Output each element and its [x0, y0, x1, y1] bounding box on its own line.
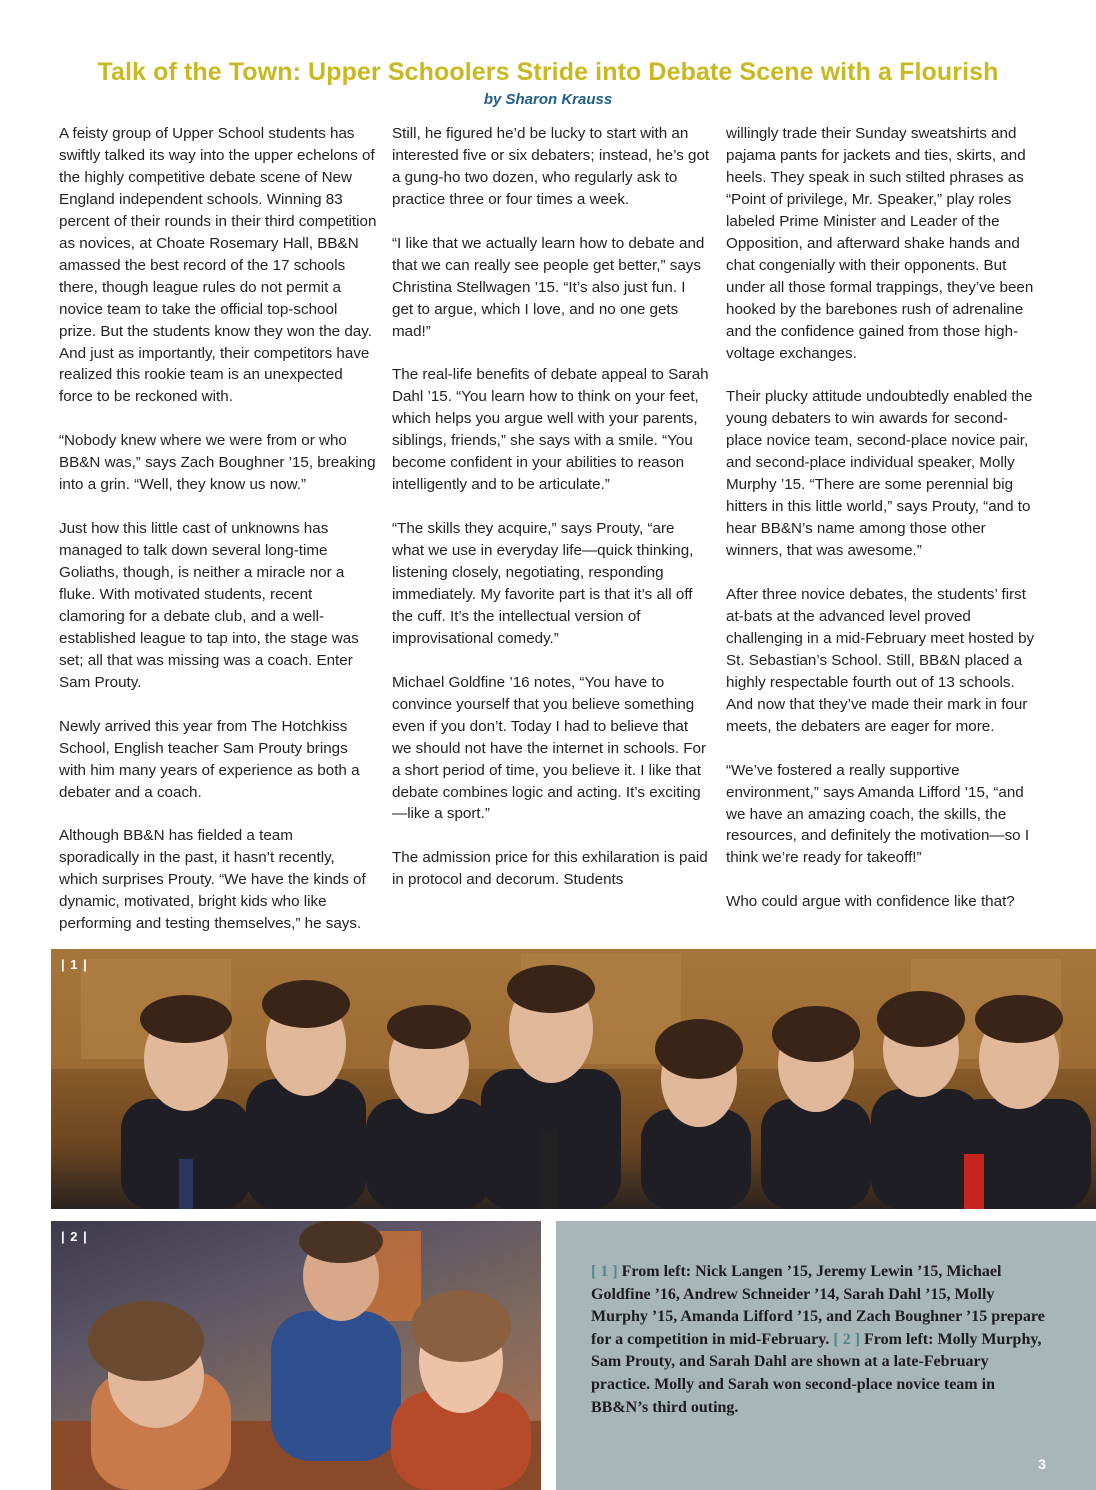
paragraph: Michael Goldfine ’16 notes, “You have to convince yourself that you believe something even if you don’t. Today I had to believe that we should not have the internet in schools. For a short period of time, you believe it. I like that debate combines logic and acting. It’s exciting—like a sport.”: [392, 673, 707, 823]
article-column-3: [726, 123, 1044, 913]
paragraph: After three novice debates, the students’ first at-bats at the advanced level proved challenging in a mid-February meet hosted by St. Sebastian’s School. Still, BB&N placed a highly respectable fourth out of 13 schools. And now that they’ve made their mark in four meets, the debaters are eager for more.: [726, 585, 1035, 735]
article-title: Talk of the Town: Upper Schoolers Stride into Debate Scene with a Flourish: [97, 58, 999, 86]
caption-text-2: From left: Molly Murphy, Sam Prouty, and Sarah Dahl are shown at a late-February practice. Molly and Sarah won second-place novice team in BB&N’s third outing.: [591, 1330, 1042, 1416]
paragraph: “The skills they acquire,” says Prouty, “are what we use in everyday life—quick thinking, listening closely, negotiating, responding immediately. My favorite part is that it’s all off the cuff. It’s the intellectual version of improvisational comedy.”: [392, 520, 694, 647]
paragraph: The admission price for this exhilaration is paid in protocol and decorum. Students: [392, 849, 708, 889]
paragraph: Just how this little cast of unknowns has managed to talk down several long-time Goliaths, though, is neither a miracle nor a fluke. With motivated students, recent clamoring for a debate club, and a well-established league to tap into, the stage was set; all that was missing was a coach. Enter Sam Prouty.: [59, 520, 359, 691]
paragraph: willingly trade their Sunday sweatshirts and pajama pants for jackets and ties, skirts, and heels. They speak in such stilted phrases as “Point of privilege, Mr. Speaker,” play roles labeled Prime Minister and Leader of the Opposition, and afterward shake hands and chat congenially with their opponents. But under all those formal trappings, they’ve been hooked by the barebones rush of adrenaline and the confidence gained from those high-voltage exchanges.: [726, 125, 1034, 362]
article-column-2: [392, 123, 710, 891]
paragraph: A feisty group of Upper School students has swiftly talked its way into the upper echelons of the highly competitive debate scene of New England independent schools. Winning 83 percent of their rounds in their third competition as novices, at Choate Rosemary Hall, BB&N amassed the best record of the 17 schools there, though league rules do not permit a novice team to take the official top-school prize. But the students know they won the day. And just as importantly, their competitors have realized this rookie team is an unexpected force to be reckoned with.: [59, 125, 377, 406]
paragraph: “I like that we actually learn how to debate and that we can really see people get better,” says Christina Stellwagen ’15. “It’s also just fun. I get to argue, which I love, and no one gets mad!”: [392, 234, 705, 340]
caption-box: [556, 1221, 1096, 1490]
photo-1-number: | 1 |: [61, 957, 88, 972]
paragraph: Although BB&N has fielded a team sporadically in the past, it hasn’t recently, which surprises Prouty. “We have the kinds of dynamic, motivated, bright kids who like performing and testing themselves,” he says.: [59, 827, 366, 933]
article-column-1: [59, 123, 377, 935]
caption-ref-2: [ 2 ]: [833, 1330, 861, 1348]
paragraph: Who could argue with confidence like that?: [726, 893, 1015, 911]
caption-ref-1: [ 1 ]: [591, 1263, 618, 1280]
byline: by Sharon Krauss: [483, 91, 613, 108]
practice-photo: [51, 1221, 541, 1490]
paragraph: “We’ve fostered a really supportive environment,” says Amanda Lifford ’15, “and we have an amazing coach, the skills, the resources, and definitely the motivation—so I think we’re ready for takeoff!”: [726, 761, 1030, 867]
paragraph: The real-life benefits of debate appeal to Sarah Dahl ’15. “You learn how to think on your feet, which helps you argue well with your parents, siblings, friends,” she says with a smile. “You become confident in your abilities to reason intelligently and to be articulate.”: [392, 366, 709, 494]
paragraph: Their plucky attitude undoubtedly enabled the young debaters to win awards for second-place novice team, second-place novice pair, and second-place individual speaker, Molly Murphy ’15. “There are some perennial big hitters in this little world,” says Prouty, “and to hear BB&N’s name among those other winners, that was awesome.”: [726, 388, 1033, 560]
group-photo-illustration: [51, 949, 1096, 1209]
paragraph: “Nobody knew where we were from or who BB&N was,” says Zach Boughner ’15, breaking into a grin. “Well, they know us now.”: [59, 432, 376, 494]
photo-2-number: | 2 |: [61, 1229, 88, 1244]
practice-photo-illustration: [51, 1221, 541, 1490]
page-number: 3: [1038, 1456, 1046, 1472]
paragraph: Still, he figured he’d be lucky to start with an interested five or six debaters; instead, he’s got a gung-ho two dozen, who regularly ask to practice three or four times a week.: [392, 125, 710, 208]
group-photo: [51, 949, 1096, 1209]
photo-caption: [591, 1261, 1051, 1419]
caption-text-1: From left: Nick Langen ’15, Jeremy Lewin ’15, Michael Goldfine ’16, Andrew Schneider ’14, Sarah Dahl ’15, Molly Murphy ’15, Amanda Lifford ’15, and Zach Boughner ’15 prepare for a competition in mid-February.: [591, 1263, 1045, 1348]
paragraph: Newly arrived this year from The Hotchkiss School, English teacher Sam Prouty brings with him many years of experience as both a debater and a coach.: [59, 717, 360, 801]
